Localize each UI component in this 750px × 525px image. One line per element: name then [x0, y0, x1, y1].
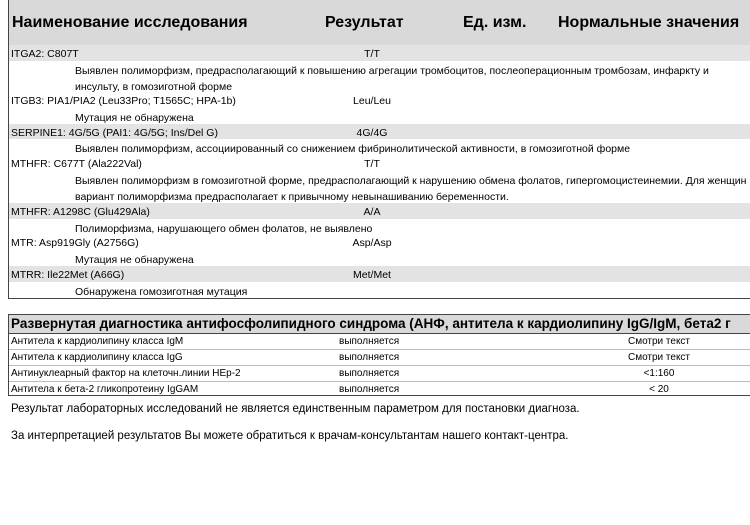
- table-row: [9, 45, 750, 61]
- column-header-result: Результат: [325, 14, 404, 31]
- note-text: Обнаружена гомозиготная мутация: [75, 286, 248, 298]
- test-status: выполняется: [339, 336, 400, 347]
- test-result: A/A: [363, 206, 381, 218]
- test-result: 4G/4G: [356, 127, 388, 139]
- results-table-header: [8, 0, 750, 46]
- test-status: выполняется: [339, 352, 400, 363]
- table-row: [9, 124, 750, 139]
- test-status: выполняется: [339, 384, 400, 395]
- test-name: MTHFR: C677T (Ala222Val): [11, 158, 142, 170]
- table-row: [9, 92, 750, 108]
- column-header-norm: Нормальные значения: [558, 14, 740, 31]
- note-text: Выявлен полиморфизм в гомозиготной форме, предрасполагающий к нарушению обмена фолатов, гипергомоцистеинемии. Для женщин вариант полиморфизма предрасполагает к привычному невынашиванию беременности.: [75, 175, 747, 203]
- table-row: [9, 382, 750, 397]
- test-name: Антитела к бета-2 гликопротеину IgGAM: [11, 384, 199, 395]
- test-value: <1:160: [643, 368, 675, 379]
- test-name: ITGA2: C807T: [11, 48, 79, 60]
- section-title: Развернутая диагностика антифосфолипидного синдрома (АНФ, антитела к кардиолипину IgG/IgM, бета2 г: [9, 315, 750, 334]
- test-status: выполняется: [339, 368, 400, 379]
- table-row: [9, 350, 750, 366]
- consultation-text: За интерпретацией результатов Вы можете обратиться к врачам-консультантам нашего контакт-центра.: [11, 430, 569, 442]
- result-note: [9, 250, 750, 266]
- test-name: MTHFR: A1298C (Glu429Ala): [11, 206, 150, 218]
- note-text: Выявлен полиморфизм, ассоциированный со снижением фибринолитической активности, в гомозиготной форме: [75, 143, 631, 155]
- note-text: Мутация не обнаружена: [75, 254, 194, 266]
- test-result: T/T: [364, 158, 380, 170]
- column-header-name: Наименование исследования: [12, 14, 248, 31]
- test-name: Антитела к кардиолипину класса IgG: [11, 352, 183, 363]
- table-row: [9, 234, 750, 250]
- test-name: MTRR: Ile22Met (A66G): [11, 269, 125, 281]
- test-name: MTR: Asp919Gly (A2756G): [11, 237, 139, 249]
- result-note: [9, 282, 750, 298]
- test-name: Антинуклеарный фактор на клеточн.линии HEp-2: [11, 368, 241, 379]
- note-text: Мутация не обнаружена: [75, 112, 194, 124]
- test-value: Смотри текст: [627, 352, 691, 363]
- table-row: [9, 203, 750, 219]
- result-note: [9, 139, 750, 155]
- genetics-results-section: [8, 45, 750, 299]
- test-value: Смотри текст: [627, 336, 691, 347]
- result-note: [9, 219, 750, 234]
- result-note: [9, 61, 750, 92]
- test-result: T/T: [364, 48, 380, 60]
- table-row: [9, 334, 750, 350]
- table-row: [9, 366, 750, 382]
- disclaimer-text: Результат лабораторных исследований не является единственным параметром для постановки диагноза.: [11, 403, 580, 415]
- test-value: < 20: [649, 384, 669, 395]
- table-row: [9, 155, 750, 171]
- test-name: Антитела к кардиолипину класса IgM: [11, 336, 184, 347]
- column-header-unit: Ед. изм.: [463, 14, 527, 31]
- note-text: Выявлен полиморфизм, предрасполагающий к повышению агрегации тромбоцитов, послеоперационным тромбозам, инфаркту и инсульту, в гомозиготной форме: [75, 65, 709, 93]
- result-note: [9, 171, 750, 203]
- aps-diagnostics-section: [8, 314, 750, 396]
- test-name: SERPINE1: 4G/5G (PAI1: 4G/5G; Ins/Del G): [11, 127, 218, 139]
- note-text: Полиморфизма, нарушающего обмен фолатов, не выявлено: [75, 223, 373, 235]
- test-name: ITGB3: PIA1/PIA2 (Leu33Pro; T1565C; HPA-1b): [11, 95, 236, 107]
- test-result: Leu/Leu: [353, 95, 391, 107]
- result-note: [9, 108, 750, 124]
- test-result: Asp/Asp: [352, 237, 392, 249]
- test-result: Met/Met: [353, 269, 391, 281]
- table-row: [9, 266, 750, 282]
